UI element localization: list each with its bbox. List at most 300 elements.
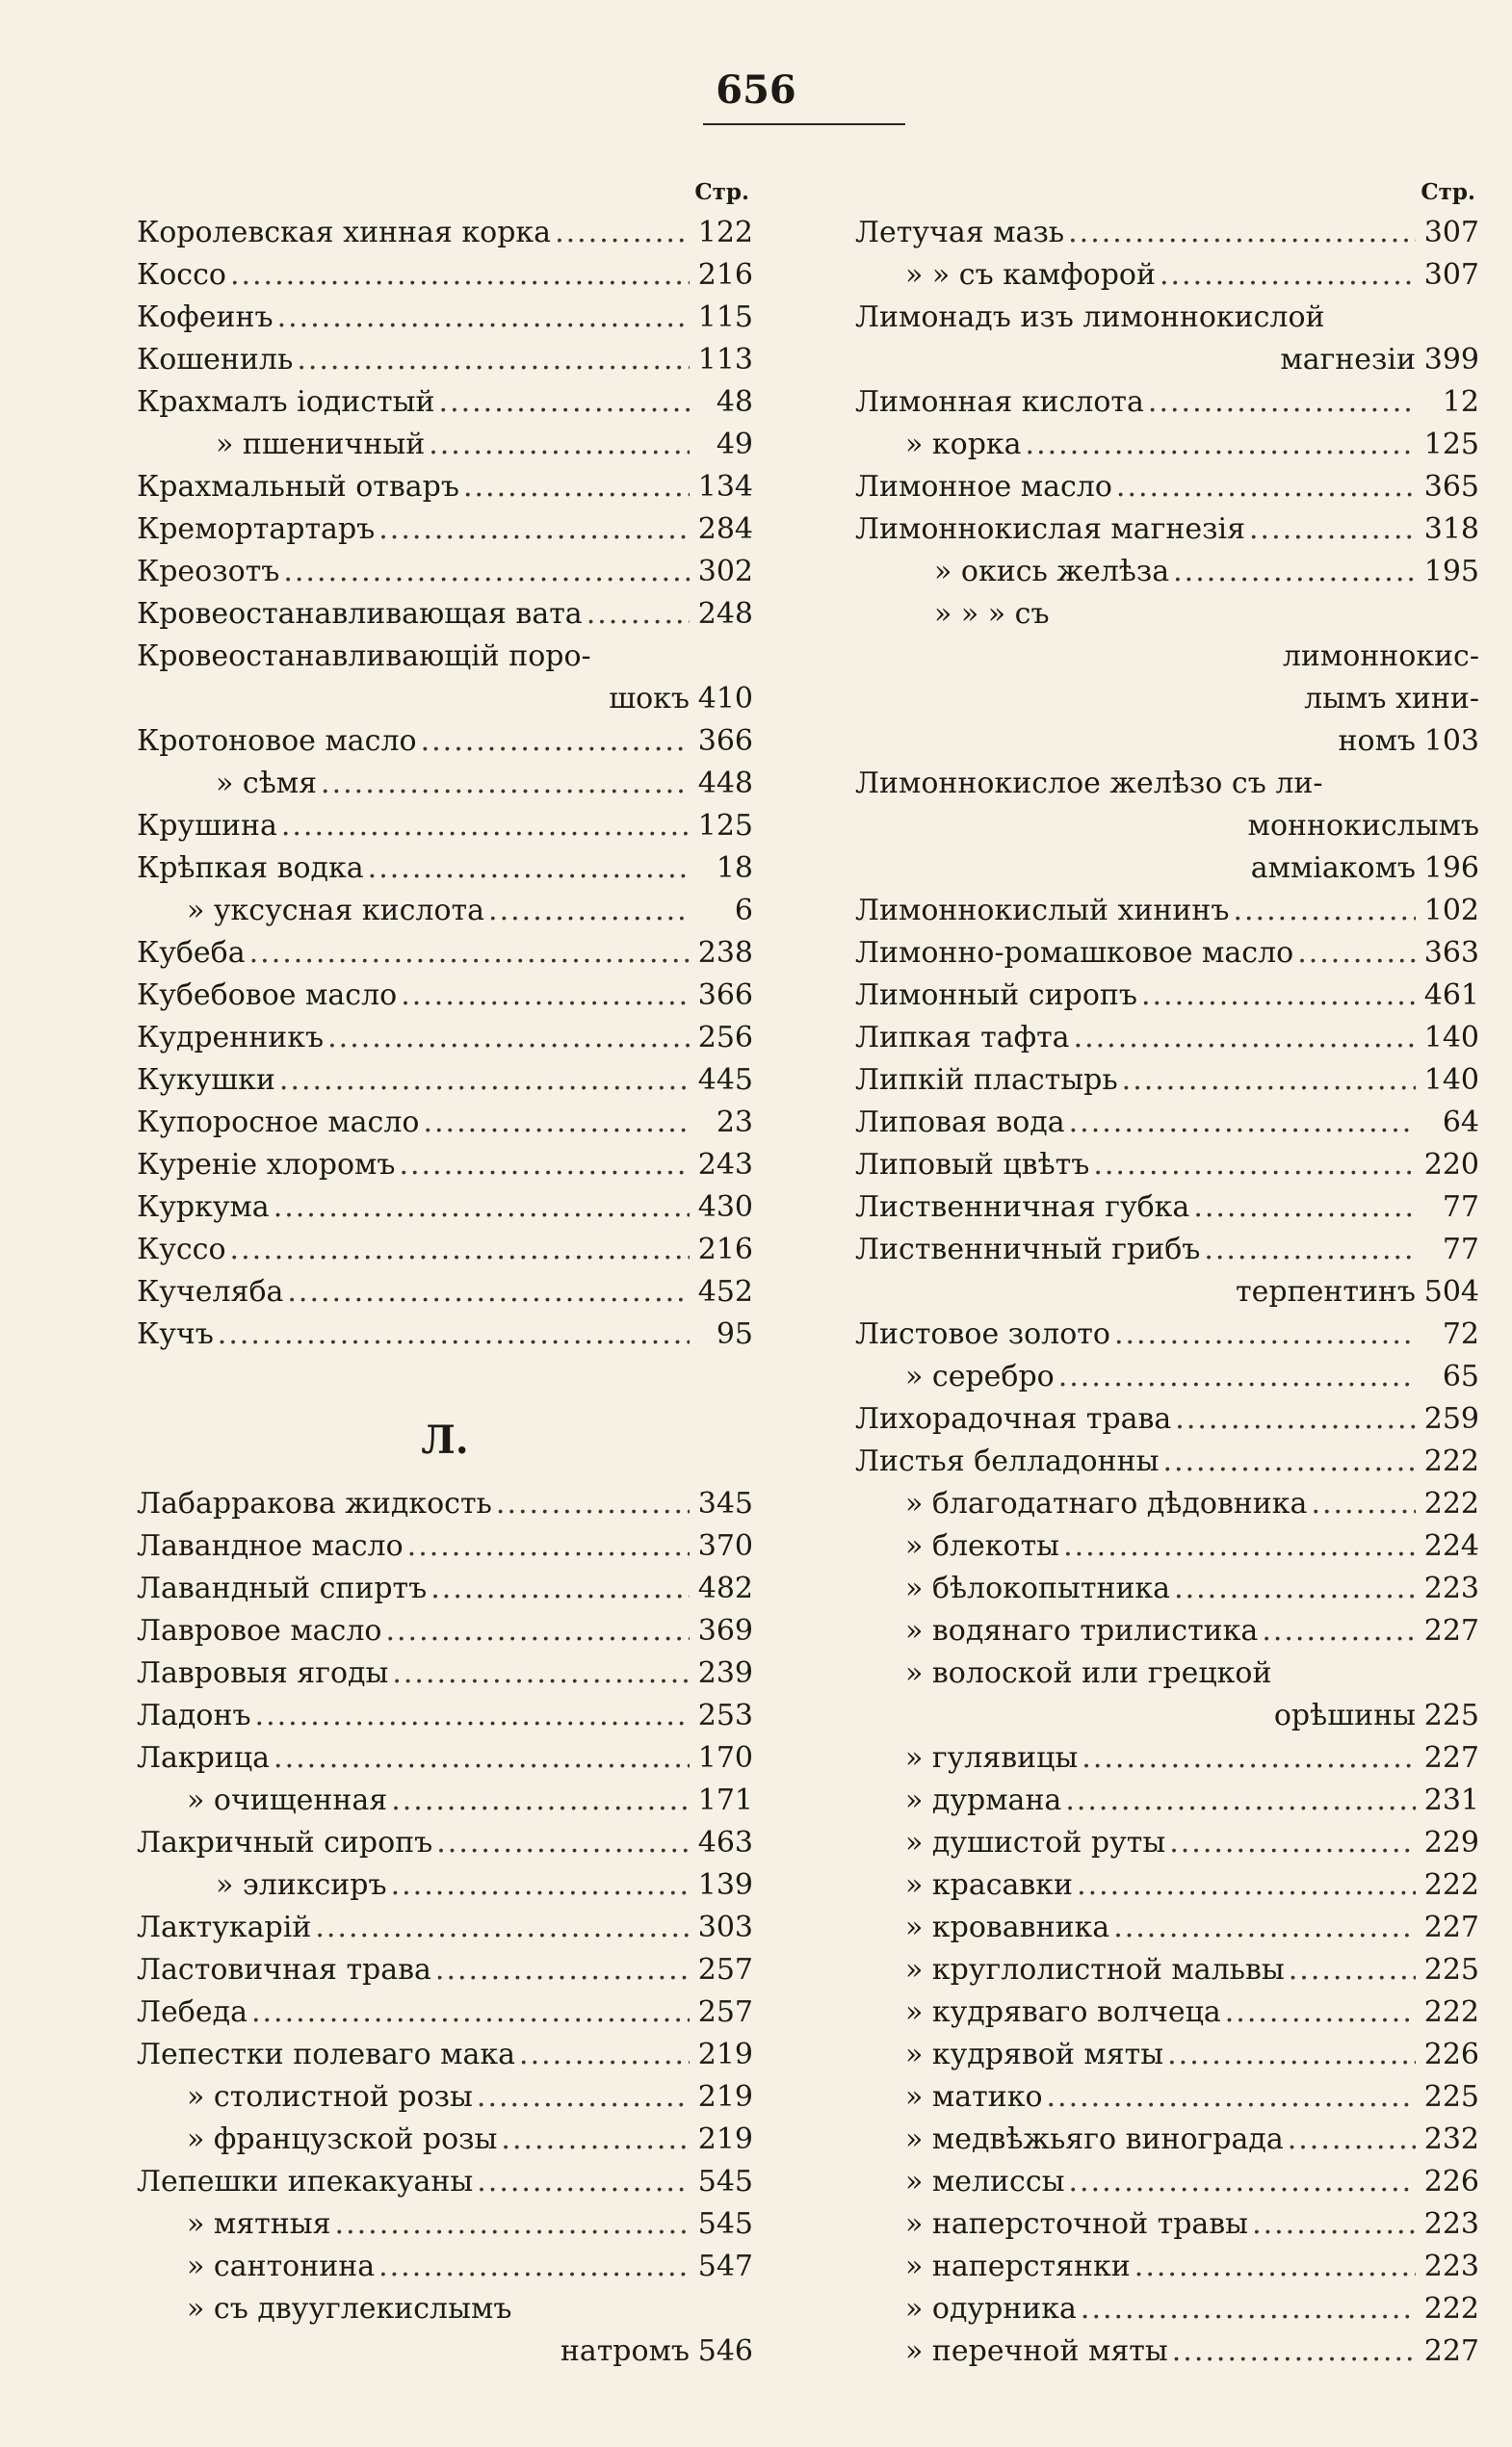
entry-term: » блекоты xyxy=(905,1529,1060,1563)
entry-term: Лавандный спиртъ xyxy=(137,1572,428,1605)
dot-leader xyxy=(395,1144,690,1186)
entry-term: » кудрявой мяты xyxy=(905,2038,1164,2071)
entry-term: Лимонный сиропъ xyxy=(855,978,1137,1012)
entry-page: 231 xyxy=(1423,1783,1479,1817)
index-entry xyxy=(137,975,753,1017)
entry-term: Лимонно-ромашковое масло xyxy=(855,936,1294,970)
dot-leader xyxy=(1159,1441,1416,1483)
dot-leader xyxy=(1064,212,1416,254)
entry-term: » гулявицы xyxy=(905,1741,1079,1775)
index-entry xyxy=(137,381,753,424)
index-entry xyxy=(855,805,1479,847)
entry-page: 452 xyxy=(697,1275,753,1309)
entry-page: 410 xyxy=(697,682,753,716)
entry-term: Лимонадъ изъ лимоннокислой xyxy=(855,300,1325,334)
entry-term: Лебеда xyxy=(137,1995,248,2029)
index-entry xyxy=(855,1737,1479,1780)
index-list xyxy=(855,212,1479,2373)
entry-term: » корка xyxy=(905,428,1022,461)
entry-term: Лавровое масло xyxy=(137,1614,382,1648)
dot-leader xyxy=(275,1059,690,1102)
entry-term: » » съ камфорой xyxy=(905,258,1156,292)
dot-leader xyxy=(293,339,690,381)
dot-leader xyxy=(1065,1102,1416,1144)
dot-leader xyxy=(435,381,690,424)
entry-term: » матико xyxy=(905,2080,1043,2114)
index-entry xyxy=(137,1059,753,1102)
dot-leader xyxy=(1078,1737,1416,1780)
entry-page: 220 xyxy=(1423,1148,1479,1182)
dot-leader xyxy=(1165,1822,1416,1864)
index-entry xyxy=(137,1102,753,1144)
dot-leader xyxy=(388,1653,690,1695)
entry-page: 115 xyxy=(697,300,753,334)
entry-page: 103 xyxy=(1423,724,1479,758)
entry-term: » наперсточной травы xyxy=(905,2207,1249,2241)
index-entry xyxy=(137,212,753,254)
dot-leader xyxy=(375,508,690,551)
entry-page: 259 xyxy=(1423,1402,1479,1436)
entry-page: 257 xyxy=(697,1995,753,2029)
dot-leader xyxy=(1221,1991,1416,2034)
dot-leader xyxy=(270,1186,690,1229)
dot-leader xyxy=(1245,508,1416,551)
entry-page: 399 xyxy=(1423,343,1479,377)
index-entry xyxy=(137,1017,753,1059)
entry-page: 227 xyxy=(1423,1741,1479,1775)
dot-leader xyxy=(459,466,690,508)
entry-page: 139 xyxy=(697,1868,753,1902)
entry-term: » душистой руты xyxy=(905,1826,1166,1860)
entry-page: 23 xyxy=(716,1106,753,1139)
entry-page: 370 xyxy=(697,1529,753,1563)
entry-term: » » » съ xyxy=(934,597,1050,631)
index-entry xyxy=(137,2246,753,2288)
dot-leader xyxy=(331,2203,690,2246)
entry-page: 65 xyxy=(1442,1360,1479,1393)
entry-term: Куркума xyxy=(137,1190,270,1224)
entry-term: » уксусная кислота xyxy=(187,894,485,927)
entry-page: 171 xyxy=(697,1783,753,1817)
entry-page: 64 xyxy=(1442,1106,1479,1139)
index-entry xyxy=(855,1229,1479,1271)
index-entry xyxy=(137,2034,753,2076)
entry-page: 6 xyxy=(734,894,753,927)
entry-page: 369 xyxy=(697,1614,753,1648)
entry-term: Лихорадочная трава xyxy=(855,1402,1172,1436)
dot-leader xyxy=(1229,890,1416,932)
dot-leader xyxy=(1077,2288,1416,2330)
index-entry xyxy=(137,466,753,508)
dot-leader xyxy=(1073,1864,1416,1907)
index-entry xyxy=(137,339,753,381)
dot-leader xyxy=(324,1017,690,1059)
index-entry xyxy=(137,1568,753,1610)
index-entry xyxy=(137,1271,753,1314)
index-entry xyxy=(855,1483,1479,1525)
dot-leader xyxy=(1200,1229,1416,1271)
dot-leader xyxy=(1061,1780,1416,1822)
entry-page: 366 xyxy=(697,724,753,758)
dot-leader xyxy=(1156,254,1416,297)
entry-page: 253 xyxy=(697,1699,753,1732)
dot-leader xyxy=(431,1949,690,1991)
index-entry xyxy=(137,2203,753,2246)
entry-term: » водянаго трилистика xyxy=(905,1614,1259,1648)
index-entry xyxy=(137,2288,753,2330)
dot-leader xyxy=(251,1695,690,1737)
dot-leader xyxy=(419,1102,690,1144)
entry-page: 307 xyxy=(1423,258,1479,292)
entry-page: 238 xyxy=(697,936,753,970)
entry-page: 248 xyxy=(697,597,753,631)
index-entry xyxy=(855,1949,1479,1991)
index-entry xyxy=(137,2076,753,2119)
index-entry xyxy=(855,1780,1479,1822)
entry-page: 125 xyxy=(697,809,753,843)
entry-term: орѣшины xyxy=(1273,1699,1416,1732)
entry-page: 257 xyxy=(697,1953,753,1987)
entry-term: » благодатнаго дѣдовника xyxy=(905,1487,1308,1521)
entry-term: магнезіи xyxy=(1280,343,1416,377)
index-entry xyxy=(855,1271,1479,1314)
index-entry xyxy=(855,2076,1479,2119)
entry-page: 504 xyxy=(1423,1275,1479,1309)
entry-term: лимоннокис- xyxy=(1282,639,1479,673)
entry-term: » очищенная xyxy=(187,1783,388,1817)
entry-page: 18 xyxy=(716,851,753,885)
entry-term: » одурника xyxy=(905,2292,1077,2326)
dot-leader xyxy=(279,551,690,593)
entry-page: 307 xyxy=(1423,216,1479,249)
entry-term: Лимонная кислота xyxy=(855,385,1144,419)
index-entry xyxy=(855,297,1479,339)
entry-term: Кудренникъ xyxy=(137,1021,325,1054)
index-entry xyxy=(137,1525,753,1568)
entry-term: Крахмалъ іодистый xyxy=(137,385,435,419)
dot-leader xyxy=(1070,1017,1416,1059)
entry-page: 223 xyxy=(1423,2250,1479,2283)
index-entry xyxy=(855,2034,1479,2076)
dot-leader xyxy=(1171,1398,1416,1441)
entry-page: 195 xyxy=(1423,555,1479,588)
entry-page: 546 xyxy=(697,2334,753,2368)
dot-leader xyxy=(311,1907,690,1949)
dot-leader xyxy=(387,1864,690,1907)
dot-leader xyxy=(1293,932,1416,975)
page-column-header: Стр. xyxy=(694,179,749,205)
index-entry xyxy=(137,254,753,297)
index-entry xyxy=(855,720,1479,763)
entry-page: 302 xyxy=(697,555,753,588)
entry-term: Листья белладонны xyxy=(855,1445,1160,1478)
dot-leader xyxy=(1118,1059,1416,1102)
dot-leader xyxy=(1137,975,1416,1017)
index-entry xyxy=(855,763,1479,805)
entry-term: Крѣпкая водка xyxy=(137,851,364,885)
entry-page: 232 xyxy=(1423,2122,1479,2156)
index-entry xyxy=(855,2203,1479,2246)
dot-leader xyxy=(283,1271,690,1314)
entry-term: моннокислымъ xyxy=(1247,809,1479,843)
index-entry xyxy=(137,1780,753,1822)
entry-term: Лиственничный грибъ xyxy=(855,1233,1201,1266)
dot-leader xyxy=(381,1610,690,1653)
entry-page: 216 xyxy=(697,258,753,292)
index-entry xyxy=(855,466,1479,508)
entry-term: Листовое золото xyxy=(855,1317,1110,1351)
dot-leader xyxy=(1059,1525,1416,1568)
dot-leader xyxy=(277,805,690,847)
index-entry xyxy=(855,551,1479,593)
entry-term: Ладонъ xyxy=(137,1699,251,1732)
entry-term: лымъ хини- xyxy=(1304,682,1479,716)
dot-leader xyxy=(248,1991,690,2034)
entry-term: Липкая тафта xyxy=(855,1021,1070,1054)
index-entry xyxy=(137,2119,753,2161)
entry-page: 226 xyxy=(1423,2038,1479,2071)
index-entry xyxy=(855,339,1479,381)
dot-leader xyxy=(432,1822,690,1864)
entry-term: » мелиссы xyxy=(905,2165,1065,2199)
entry-page: 77 xyxy=(1442,1233,1479,1266)
entry-term: шокъ xyxy=(609,682,690,716)
index-entry xyxy=(855,1314,1479,1356)
entry-term: Лавандное масло xyxy=(137,1529,404,1563)
index-entry xyxy=(137,1822,753,1864)
index-entry xyxy=(855,1186,1479,1229)
entry-term: » съ двууглекислымъ xyxy=(187,2292,512,2326)
entry-page: 77 xyxy=(1442,1190,1479,1224)
entry-page: 227 xyxy=(1423,2334,1479,2368)
dot-leader xyxy=(1307,1483,1416,1525)
index-entry xyxy=(137,297,753,339)
dot-leader xyxy=(364,847,690,890)
index-entry xyxy=(137,890,753,932)
dot-leader xyxy=(1112,466,1416,508)
entry-term: Лактукарій xyxy=(137,1911,312,1944)
index-entry xyxy=(855,1907,1479,1949)
entry-term: Кучъ xyxy=(137,1317,214,1351)
dot-leader xyxy=(427,1568,690,1610)
entry-term: Летучая мазь xyxy=(855,216,1065,249)
entry-page: 223 xyxy=(1423,2207,1479,2241)
entry-page: 227 xyxy=(1423,1911,1479,1944)
index-entry xyxy=(855,975,1479,1017)
index-entry xyxy=(137,763,753,805)
dot-leader xyxy=(387,1780,690,1822)
index-entry xyxy=(137,1949,753,1991)
index-entry xyxy=(855,381,1479,424)
spacer xyxy=(137,1356,753,1398)
dot-leader xyxy=(473,2161,690,2203)
entry-page: 448 xyxy=(697,767,753,800)
entry-page: 256 xyxy=(697,1021,753,1054)
entry-term: Кубеба xyxy=(137,936,246,970)
index-entry xyxy=(137,805,753,847)
index-entry xyxy=(855,508,1479,551)
dot-leader xyxy=(226,254,690,297)
entry-term: » бѣлокопытника xyxy=(905,1572,1171,1605)
entry-page: 284 xyxy=(697,512,753,546)
entry-page: 222 xyxy=(1423,1995,1479,2029)
dot-leader xyxy=(226,1229,690,1271)
index-entry xyxy=(137,932,753,975)
entry-term: Купоросное масло xyxy=(137,1106,420,1139)
dot-leader xyxy=(425,424,690,466)
index-entry xyxy=(855,1653,1479,1695)
entry-page: 134 xyxy=(697,470,753,504)
entry-page: 225 xyxy=(1423,1953,1479,1987)
left-column xyxy=(137,173,753,2373)
entry-term: Кремортартаръ xyxy=(137,512,376,546)
header-rule xyxy=(703,123,905,125)
entry-page: 113 xyxy=(697,343,753,377)
entry-term: » пшеничный xyxy=(216,428,426,461)
entry-page: 365 xyxy=(1423,470,1479,504)
entry-page: 219 xyxy=(697,2038,753,2071)
entry-page: 12 xyxy=(1442,385,1479,419)
index-entry xyxy=(137,1695,753,1737)
index-entry xyxy=(137,636,753,678)
dot-leader xyxy=(515,2034,690,2076)
entry-page: 223 xyxy=(1423,1572,1479,1605)
dot-leader xyxy=(397,975,690,1017)
index-entry xyxy=(855,1017,1479,1059)
entry-page: 222 xyxy=(1423,2292,1479,2326)
entry-term: » столистной розы xyxy=(187,2080,473,2114)
dot-leader xyxy=(1110,1314,1416,1356)
index-entry xyxy=(855,424,1479,466)
section-letter: Л. xyxy=(421,1418,469,1463)
index-entry xyxy=(855,2246,1479,2288)
index-entry xyxy=(855,1059,1479,1102)
right-column xyxy=(855,173,1479,2373)
entry-page: 243 xyxy=(697,1148,753,1182)
dot-leader xyxy=(246,932,690,975)
dot-leader xyxy=(417,720,690,763)
index-entry xyxy=(137,593,753,636)
dot-leader xyxy=(1055,1356,1416,1398)
index-entry xyxy=(855,2288,1479,2330)
entry-page: 48 xyxy=(716,385,753,419)
dot-leader xyxy=(1189,1186,1416,1229)
entry-page: 122 xyxy=(697,216,753,249)
index-entry xyxy=(137,1229,753,1271)
entry-term: Лабарракова жидкость xyxy=(137,1487,492,1521)
entry-term: Лакрица xyxy=(137,1741,271,1775)
entry-term: Ластовичная трава xyxy=(137,1953,431,1987)
dot-leader xyxy=(1163,2034,1416,2076)
entry-term: Куреніе хлоромъ xyxy=(137,1148,396,1182)
dot-leader xyxy=(473,2076,690,2119)
index-entry xyxy=(137,551,753,593)
entry-term: Кучеляба xyxy=(137,1275,284,1309)
entry-page: 445 xyxy=(697,1063,753,1097)
dot-leader xyxy=(1170,1568,1416,1610)
index-entry xyxy=(855,2119,1479,2161)
dot-leader xyxy=(214,1314,690,1356)
entry-page: 318 xyxy=(1423,512,1479,546)
entry-term: » сантонина xyxy=(187,2250,376,2283)
index-entry xyxy=(137,1991,753,2034)
entry-page: 95 xyxy=(716,1317,753,1351)
entry-page: 545 xyxy=(697,2207,753,2241)
entry-page: 226 xyxy=(1423,2165,1479,2199)
dot-leader xyxy=(484,890,690,932)
entry-term: Лакричный сиропъ xyxy=(137,1826,433,1860)
dot-leader xyxy=(1144,381,1416,424)
index-entry xyxy=(855,1144,1479,1186)
entry-page: 545 xyxy=(697,2165,753,2199)
page-number: 656 xyxy=(716,67,796,113)
index-entry xyxy=(137,1483,753,1525)
entry-term: » волоской или грецкой xyxy=(905,1656,1272,1690)
dot-leader xyxy=(1169,551,1416,593)
entry-term: » сѣмя xyxy=(216,767,318,800)
index-entry xyxy=(855,847,1479,890)
entry-term: Липовый цвѣтъ xyxy=(855,1148,1090,1182)
index-entry xyxy=(855,1991,1479,2034)
dot-leader xyxy=(551,212,690,254)
dot-leader xyxy=(1248,2203,1416,2246)
entry-term: » кудряваго волчеца xyxy=(905,1995,1221,2029)
dot-leader xyxy=(1089,1144,1416,1186)
entry-page: 547 xyxy=(697,2250,753,2283)
entry-page: 222 xyxy=(1423,1487,1479,1521)
entry-term: Коссо xyxy=(137,258,226,292)
page-column-header: Стр. xyxy=(1421,179,1475,205)
entry-page: 196 xyxy=(1423,851,1479,885)
entry-term: » эликсиръ xyxy=(216,1868,387,1902)
index-entry xyxy=(137,1144,753,1186)
entry-page: 482 xyxy=(697,1572,753,1605)
index-entry xyxy=(855,1102,1479,1144)
entry-term: Лимоннокислая магнезія xyxy=(855,512,1245,546)
entry-term: » дурмана xyxy=(905,1783,1062,1817)
index-entry xyxy=(855,1864,1479,1907)
entry-term: Лимоннокислое желѣзо съ ли- xyxy=(855,767,1323,800)
index-entry xyxy=(137,678,753,720)
index-entry xyxy=(855,932,1479,975)
entry-page: 225 xyxy=(1423,1699,1479,1732)
entry-term: » медвѣжьяго винограда xyxy=(905,2122,1284,2156)
index-entry xyxy=(855,1398,1479,1441)
index-entry xyxy=(137,1186,753,1229)
dot-leader xyxy=(270,1737,690,1780)
dot-leader xyxy=(1022,424,1416,466)
index-entry xyxy=(137,1864,753,1907)
entry-term: » кровавника xyxy=(905,1911,1110,1944)
entry-page: 219 xyxy=(697,2122,753,2156)
entry-page: 170 xyxy=(697,1741,753,1775)
entry-page: 219 xyxy=(697,2080,753,2114)
entry-page: 303 xyxy=(697,1911,753,1944)
entry-term: Кротоновое масло xyxy=(137,724,417,758)
dot-leader xyxy=(1131,2246,1416,2288)
entry-term: Лавровыя ягоды xyxy=(137,1656,389,1690)
entry-term: » перечной мяты xyxy=(905,2334,1168,2368)
index-entry xyxy=(137,1610,753,1653)
dot-leader xyxy=(497,2119,690,2161)
entry-term: Липовая вода xyxy=(855,1106,1065,1139)
entry-page: 222 xyxy=(1423,1868,1479,1902)
entry-term: » наперстянки xyxy=(905,2250,1131,2283)
entry-term: Крушина xyxy=(137,809,277,843)
entry-term: Лепестки полеваго мака xyxy=(137,2038,516,2071)
entry-term: Лимоннокислый хининъ xyxy=(855,894,1230,927)
index-entry xyxy=(855,254,1479,297)
